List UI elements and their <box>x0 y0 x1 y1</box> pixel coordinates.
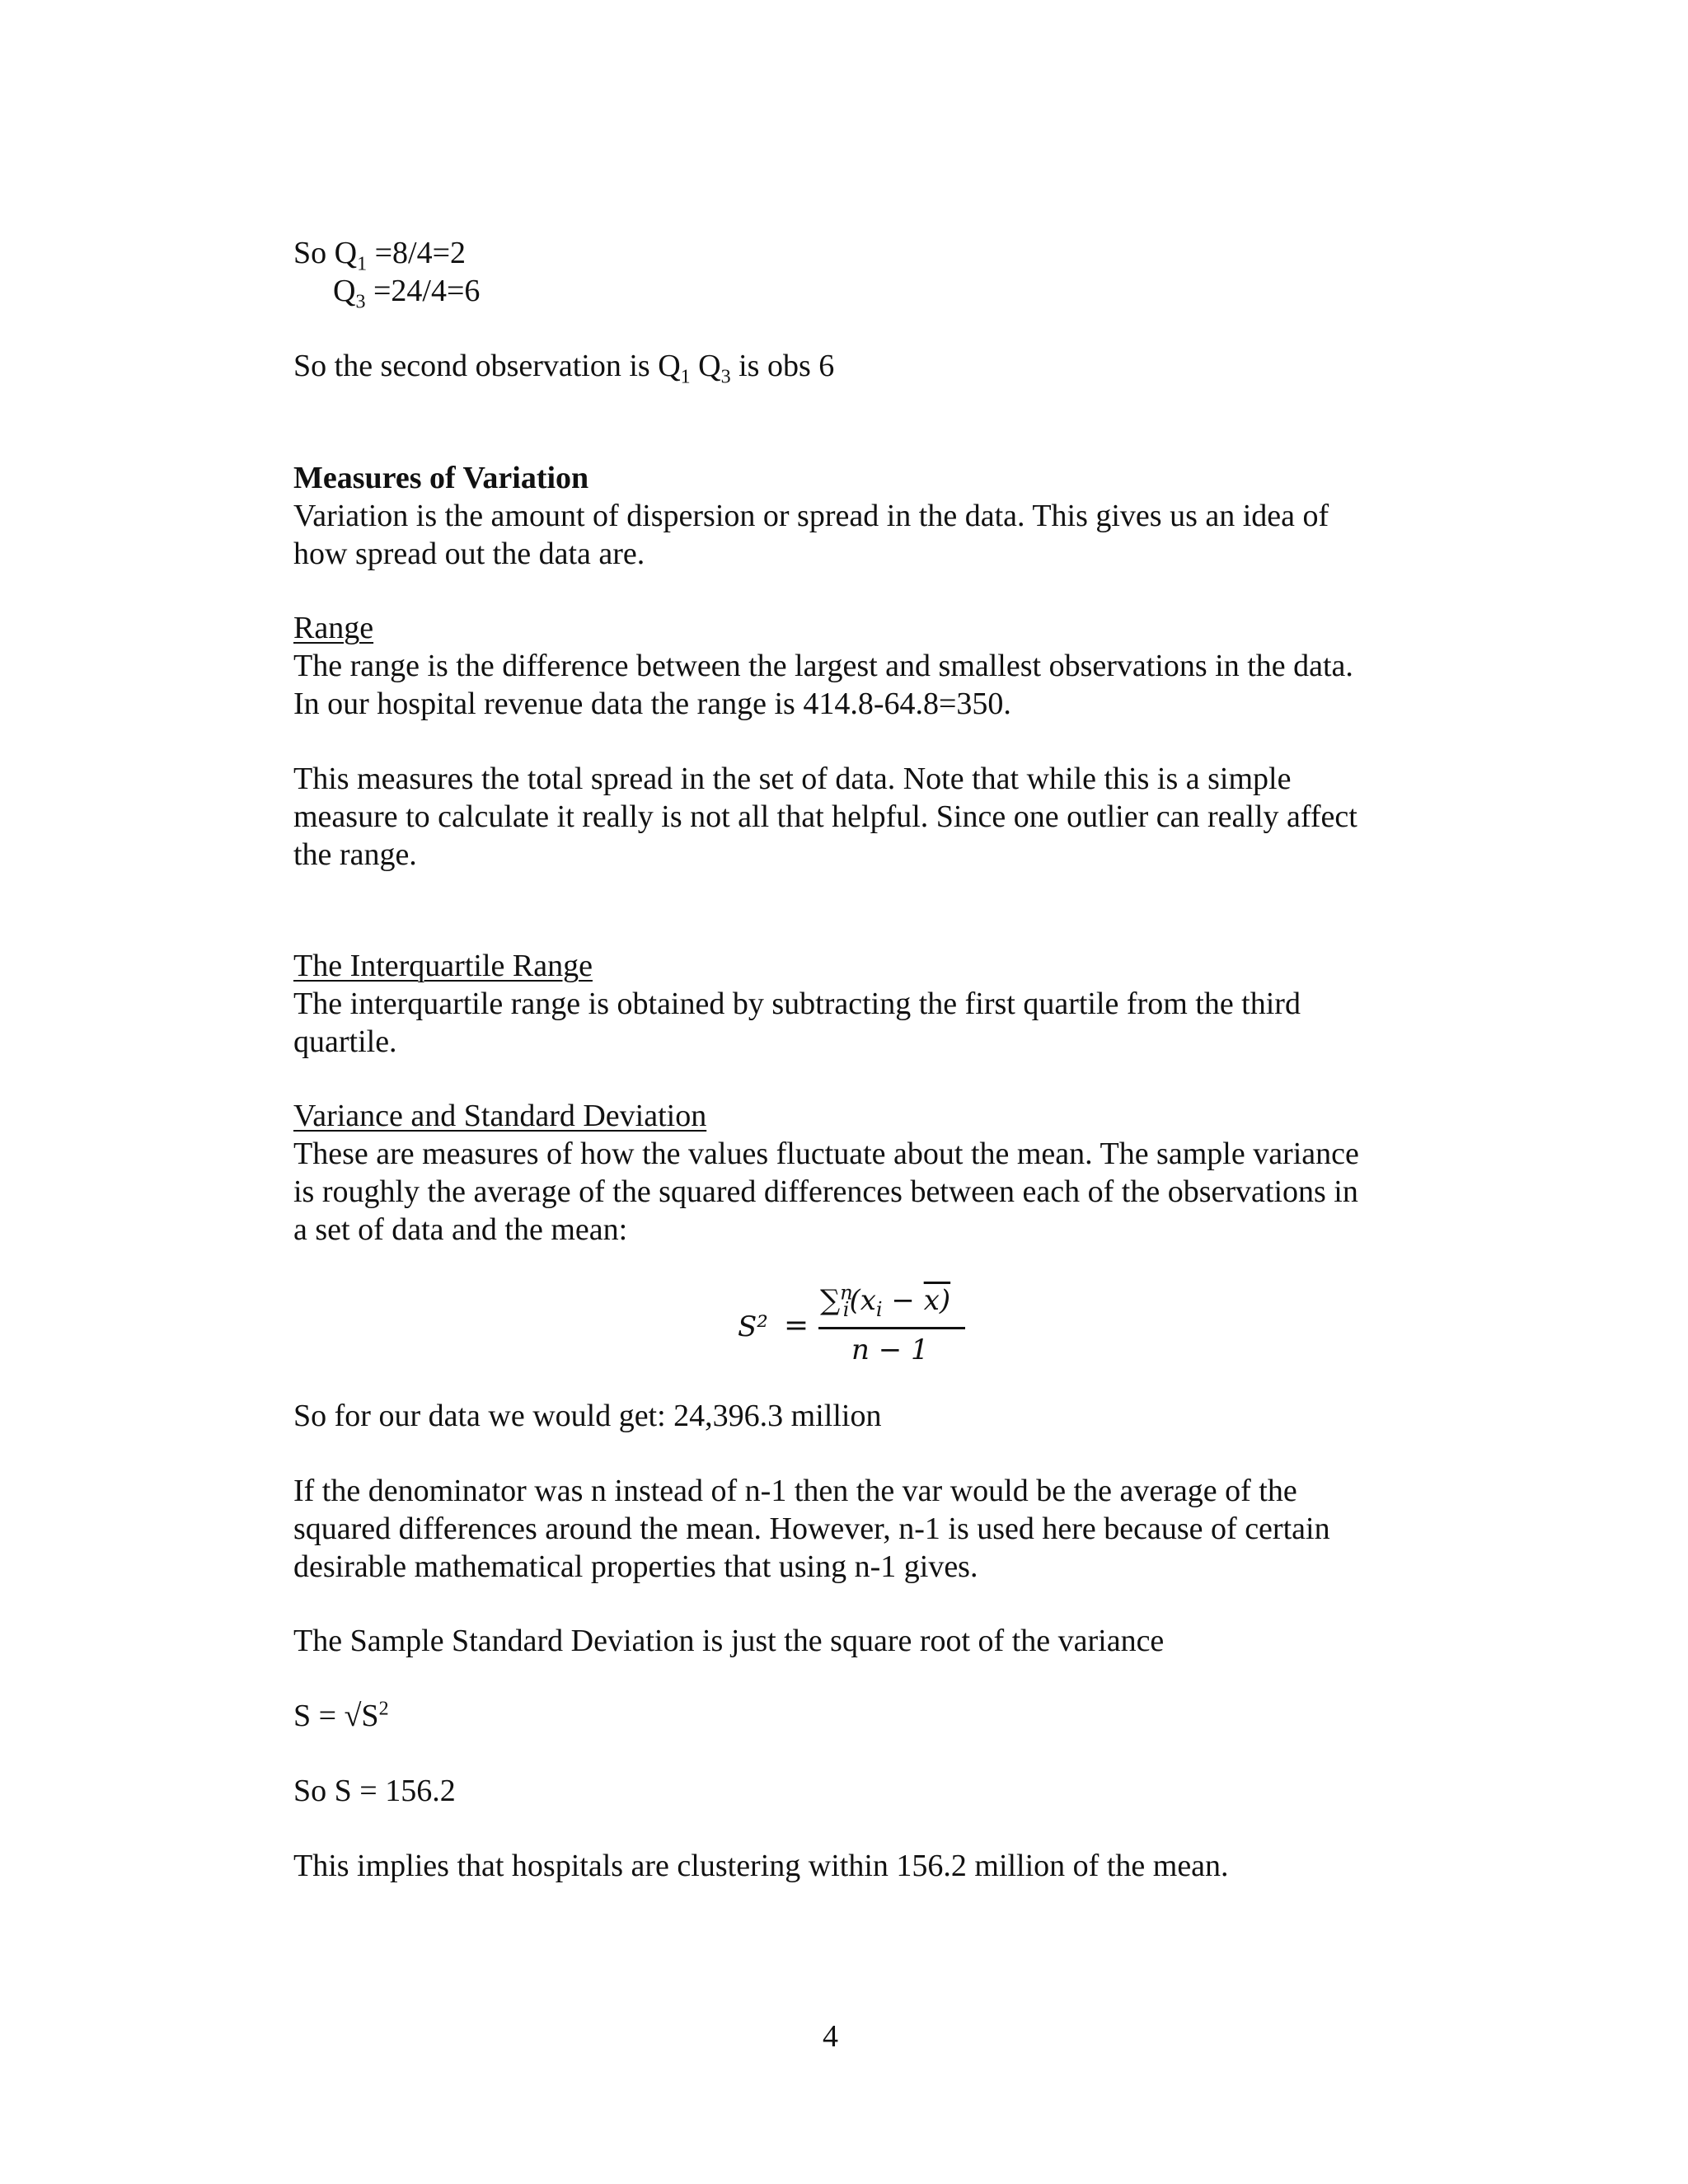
conclusion: This implies that hospitals are clustering within 156.2 million of the mean. <box>293 1849 1229 1883</box>
sd-formula: $S = √S^2$ <box>293 1698 389 1733</box>
variance-body-line-1: These are measures of how the values fluctuate about the mean. The sample variance <box>293 1137 1359 1171</box>
denominator-note-line-2: squared differences around the mean. However, n-1 is used here because of certain <box>293 1511 1330 1546</box>
variance-heading: Variance and Standard Deviation <box>293 1099 707 1133</box>
formula-equals: = <box>784 1309 809 1343</box>
iqr-body-line-1: The interquartile range is obtained by subtracting the first quartile from the third <box>293 987 1301 1021</box>
range-heading: Range <box>293 611 374 645</box>
fraction-bar <box>818 1327 965 1329</box>
variance-formula <box>738 1281 985 1375</box>
page-number: 4 <box>823 2019 838 2054</box>
q3-line: $Q_3 =24/4=6$ <box>333 274 481 313</box>
denominator-note-line-3: desirable mathematical properties that using n-1 gives. <box>293 1549 978 1584</box>
sd-value: So S = 156.2 <box>293 1774 456 1808</box>
variance-body-line-3: a set of data and the mean: <box>293 1212 628 1247</box>
denominator-note-line-1: If the denominator was n instead of n-1 then the var would be the average of the <box>293 1474 1297 1508</box>
range-body-line-2: In our hospital revenue data the range is 414.8-64.8=350. <box>293 687 1011 721</box>
variance-body-line-2: is roughly the average of the squared differences between each of the observations in <box>293 1174 1358 1209</box>
range-body-line-1: The range is the difference between the largest and smallest observations in the data. <box>293 649 1353 683</box>
iqr-body-line-2: quartile. <box>293 1024 397 1059</box>
sd-definition: The Sample Standard Deviation is just the square root of the variance <box>293 1624 1165 1658</box>
measures-heading: Measures of Variation <box>293 461 589 495</box>
range-note-line-3: the range. <box>293 837 417 872</box>
formula-denominator: n − 1 <box>851 1333 929 1366</box>
measures-body-line-2: how spread out the data are. <box>293 537 645 571</box>
variance-result: So for our data we would get: 24,396.3 million <box>293 1399 882 1433</box>
iqr-heading: The Interquartile Range <box>293 949 593 983</box>
range-note-line-2: measure to calculate it really is not all that helpful. Since one outlier can really affect <box>293 799 1357 834</box>
formula-lhs: S² <box>738 1310 768 1343</box>
observation-line: So the second observation is $Q_1$ $Q_3$ is obs 6 <box>293 349 835 388</box>
formula-numerator: $\sum^n_i(x_i - x)$ <box>820 1281 951 1321</box>
range-note-line-1: This measures the total spread in the set of data. Note that while this is a simple <box>293 762 1292 796</box>
measures-body-line-1: Variation is the amount of dispersion or spread in the data. This gives us an idea of <box>293 499 1329 533</box>
q1-line: So $Q_1 =8/4=2$ <box>293 236 466 275</box>
